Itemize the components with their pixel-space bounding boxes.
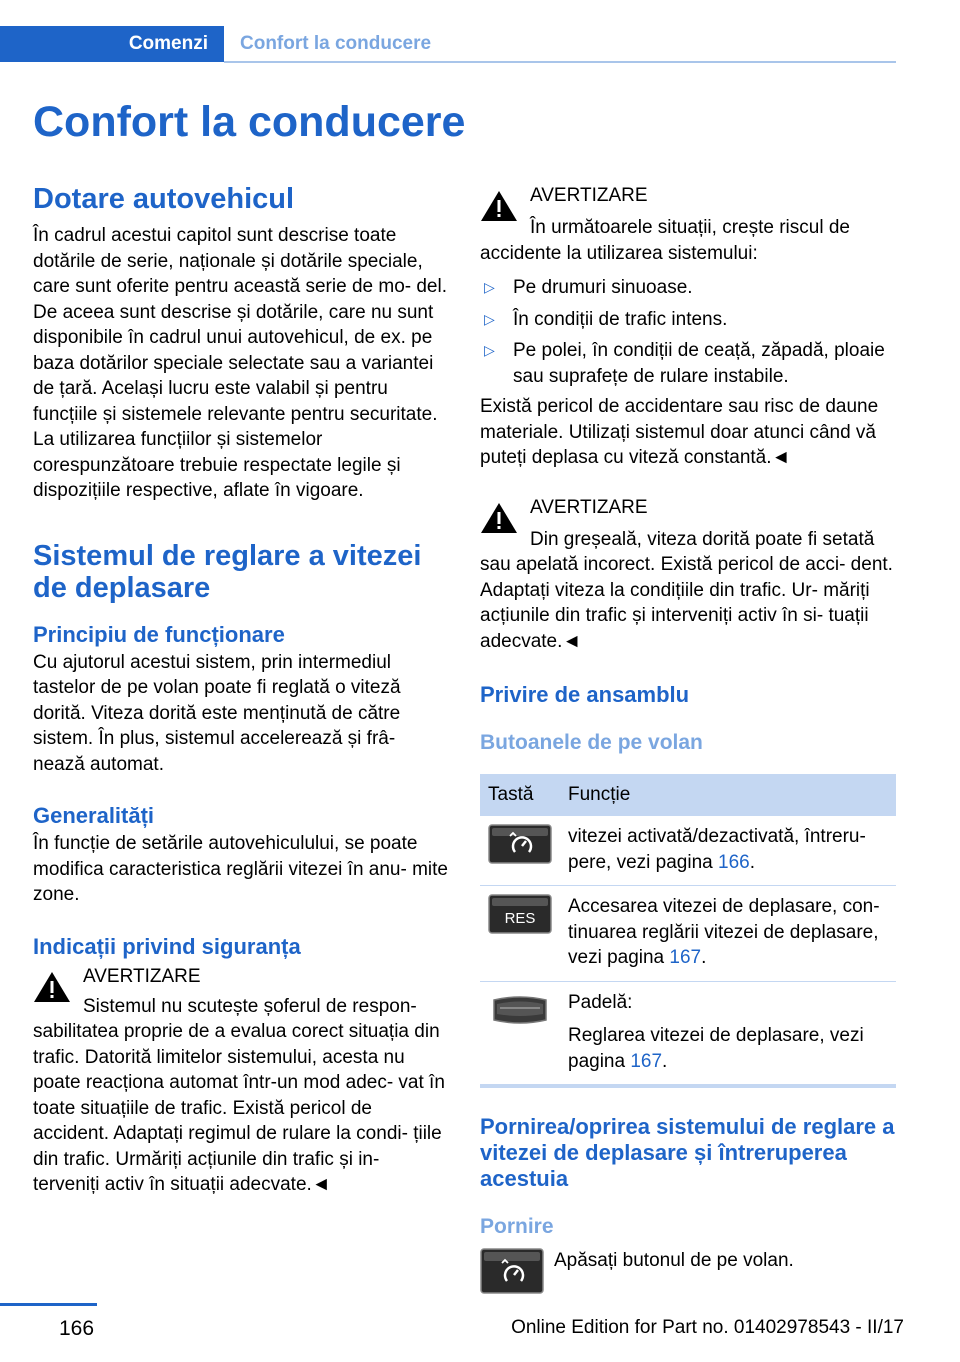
left-column <box>33 183 449 1198</box>
subsection-title-steering-buttons: Butoanele de pe volan <box>480 731 703 754</box>
warning-label: AVERTIZARE <box>530 496 648 518</box>
subsection-title-safety: Indicații privind siguranța <box>33 933 301 959</box>
header-tab-commands[interactable]: Comenzi <box>128 33 208 54</box>
header-divider <box>224 61 896 63</box>
table-cell-key <box>480 816 560 886</box>
warning-note <box>33 964 449 1198</box>
page-number: 166 <box>59 1317 95 1340</box>
subsection-title-start-stop: Pornirea/oprirea sistemului de reglare a vitezei de deplasare și întreruperea acestuia <box>480 1114 895 1191</box>
page-header <box>0 0 960 62</box>
warning-note-incorrect-speed <box>480 495 896 655</box>
warning-note-risk <box>480 183 896 266</box>
subsection-title-start: Pornire <box>480 1215 554 1238</box>
warning-triangle-icon <box>33 970 71 1004</box>
table-row <box>480 981 896 1086</box>
section-title-cruise-control: Sistemul de reglare a vitezei de deplasare <box>33 539 422 604</box>
general-text: În funcție de setările autovehiculului, se poate modifica caracteristica reglării vitezei în anu‐ mite zone. <box>33 833 448 905</box>
table-cell-key <box>480 981 560 1086</box>
warning-triangle-icon <box>480 189 518 223</box>
risk-situations-list <box>480 275 896 389</box>
warning-text: accidente la utilizarea sistemului: <box>480 242 758 264</box>
column-header-function: Funcție <box>560 774 896 816</box>
table-row <box>480 816 896 886</box>
table-cell-function: vitezei activată/dezactivată, întreru‐ pere, vezi pagina 166. <box>560 816 896 886</box>
page-link-167[interactable]: 167 <box>630 1050 663 1072</box>
warning-label: AVERTIZARE <box>83 965 201 987</box>
subsection-title-principle: Principiu de funcționare <box>33 621 285 647</box>
table-cell-function: Accesarea vitezei de deplasare, con‐ tinuarea reglării vitezei de deplasare, vezi pagina 167. <box>560 886 896 982</box>
warning-text: sabilitatea proprie de a evalua corect situația din trafic. Datorită limitelor sistemului, acesta nu poate reacționa automat într-un mod adec‐ vat în toate situațiile de trafic. Există pericol de accident. Adaptați regimul de rulare la condi‐ țiile din trafic. Urmăriți acțiunile din trafic și in‐ terveniți activ în situații adecvate.◄ <box>33 1021 445 1195</box>
table-cell-function: Padelă: Reglarea vitezei de deplasare, vezi pagina 167. <box>560 981 896 1086</box>
table-header-row <box>480 774 896 816</box>
list-item: ▷ Pe polei, în condiții de ceață, zăpadă, ploaie sau suprafețe de rulare instabile. <box>484 340 885 387</box>
right-column <box>480 183 896 1294</box>
principle-text: Cu ajutorul acestui sistem, prin intermediul tastelor de pe volan poate fi reglată o viteză dorită. Viteza dorită este menținută de către sistem. În plus, sistemul accelerează și frâ‐ nează automat. <box>33 651 401 775</box>
paddle-icon <box>488 990 552 1030</box>
start-instruction-text: Apăsați butonul de pe volan. <box>554 1250 794 1271</box>
edition-note: Online Edition for Part no. 01402978543 - II/17 <box>511 1317 904 1338</box>
warning-text-first-line: În următoarele situații, crește riscul de <box>530 217 850 238</box>
table-cell-key <box>480 886 560 982</box>
warning-triangle-icon <box>480 501 518 535</box>
footer-accent-line <box>0 1303 97 1306</box>
warning-text-first-line: Sistemul nu scutește șoferul de respon‐ <box>83 995 417 1017</box>
page-link-166[interactable]: 166 <box>718 851 750 873</box>
res-button-icon <box>488 894 552 934</box>
triangle-bullet-icon: ▷ <box>484 342 495 358</box>
triangle-bullet-icon: ▷ <box>484 279 495 295</box>
svg-text:RES: RES <box>504 910 536 927</box>
warning-label: AVERTIZARE <box>530 185 648 206</box>
list-item: ▷ În condiții de trafic intens. <box>480 307 896 333</box>
cruise-control-icon <box>480 1248 544 1294</box>
column-header-key: Tastă <box>480 774 560 816</box>
table-row <box>480 886 896 982</box>
page-title: Confort la conducere <box>33 98 466 146</box>
list-item: ▷ Pe drumuri sinuoase. <box>480 275 896 301</box>
subsection-title-general: Generalități <box>33 803 155 828</box>
warning-text-first-line: Din greșeală, viteza dorită poate fi setată <box>530 528 875 550</box>
warning-text: sau apelată incorect. Există pericol de acci‐ dent. Adaptați viteza la condițiile din trafic. Ur‐ măriți acțiunile din trafic și interveniți activ în si‐ tuații adecvate.◄ <box>480 554 893 652</box>
header-tab-current[interactable]: Confort la conducere <box>240 33 432 54</box>
start-instruction <box>480 1248 896 1294</box>
cruise-control-icon <box>488 824 552 864</box>
subsection-title-overview: Privire de ansamblu <box>480 682 690 707</box>
triangle-bullet-icon: ▷ <box>484 310 495 327</box>
warning-consequence-text: Există pericol de accidentare sau risc de daune materiale. Utilizați sistemul doar atunci când vă puteți deplasa cu viteză constantă.◄ <box>480 396 879 468</box>
page-link-167[interactable]: 167 <box>669 947 702 968</box>
steering-buttons-table <box>480 774 896 1088</box>
vehicle-equipment-text: În cadrul acestui capitol sunt descrise toate dotările de serie, naționale și dotările speciale, care sunt oferite pentru această serie de mo‐ del. De aceea sunt descrise și dotările, care nu sunt disponibile în cadrul unui autovehicul, de ex. pe baza dotărilor speciale selectate sau a variantei de țară. Același lucru este valabil și pentru funcțiile și sistemele relevante pentru securitate. La utilizarea funcțiilor și sistemelor corespunzătoare trebuie respectate legile și dispozițiile respective, aflate în vigoare. <box>33 225 448 501</box>
section-title-vehicle-equipment: Dotare autovehicul <box>33 183 295 215</box>
